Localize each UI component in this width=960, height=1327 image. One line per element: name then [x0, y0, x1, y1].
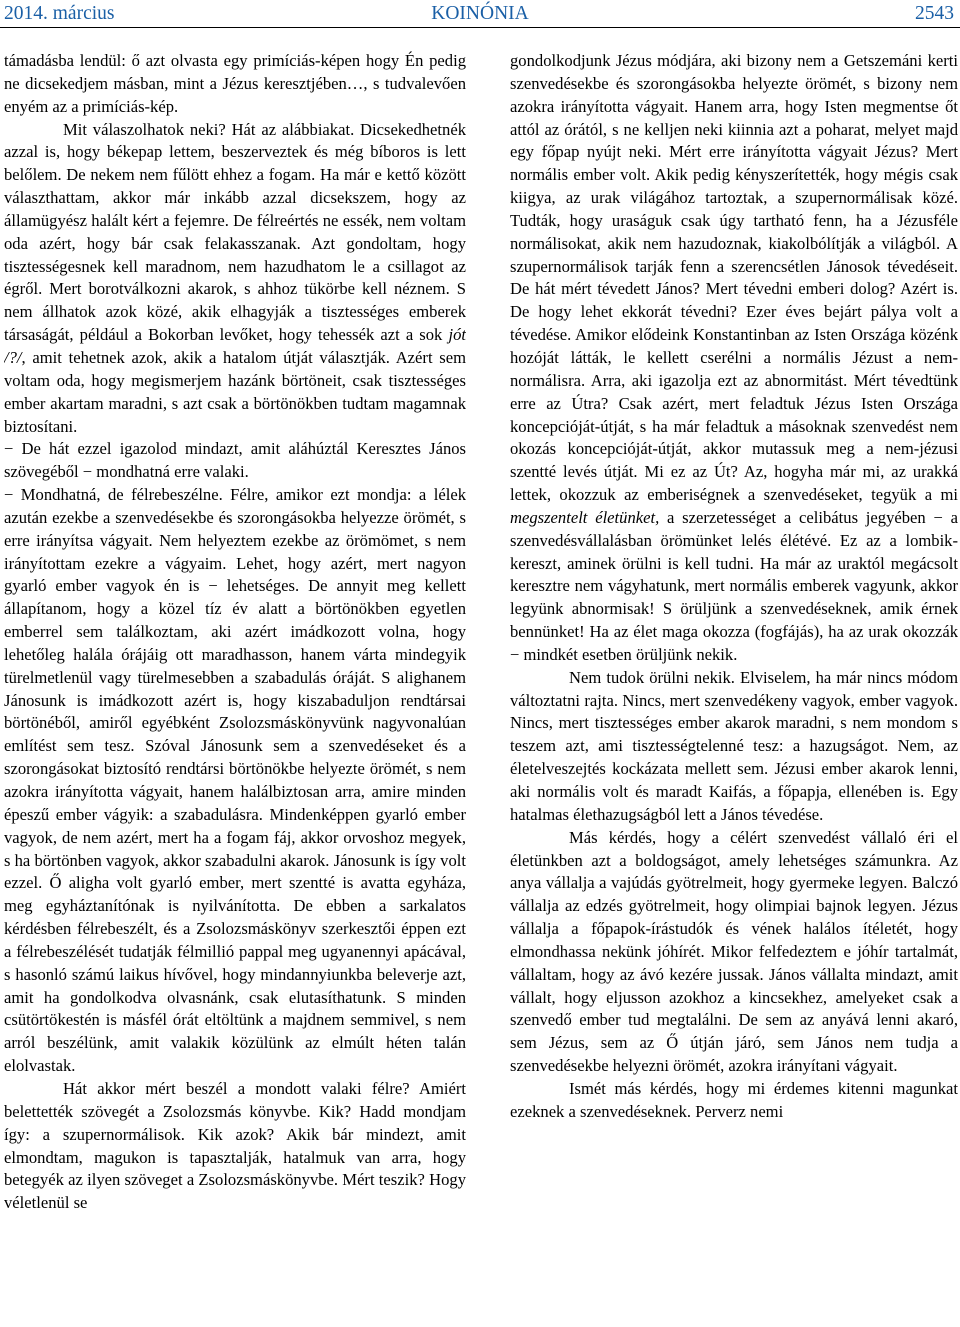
text-run: Nem tudok örülni nekik. Elviselem, ha már nincs módom változtatni rajta. Nincs, mert szenvedékeny vagyok, ember vagyok. Nincs, mert tisztességes ember akarok maradni, s nem mondom s teszem azt, ami tisztességtelenné tesz: a hazugságot. Nem, az életelveszejtés kockázata mellett sem. Jézusi ember akarok lenni, aki normális volt és maradt Kaifás, a főpapja, ellenében is. Egy hatalmas élethazugságból lett a János tévedése.	[510, 667, 958, 824]
paragraph	[4, 438, 466, 484]
issue-date: 2014. március	[4, 3, 115, 24]
text-run: Mit válaszolhatok neki? Hát az alábbiakat. Dicsekedhetnék azzal is, hogy békepap lettem, beszerveztek és még bíboros is lett belőlem. De nekem nem fűlött ehhez a fogam. Ha már e kettő között választhattam, akkor már inkább azzal dicsekszem, hogy az államügyész halált kért a fejemre. De félreértés ne essék, nem voltam oda azért, hogy bár csak felakasszanak. Azt gondoltam, hogy tisztességesnek kell maradnom, nem hazudhatom le a csillagot az égről. Mert borotválkozni akarok, s ahhoz tükörbe kell néznem. S nem állhatok azok közé, akik elhagyják a tisztességes emberek társaságát, például a Bokorban levőket, hogy tehessék azt a sok	[4, 119, 466, 345]
text-run: a szerzetességet a celibátus jegyében − a szenvedésvállalásban örömünket lelés élétévé. Ez az a lombik-kereszt, aminek örülni is kell tudni. Ha már az uraktól megácsolt keresztre nem vágyhatunk, mert normális emberek vagyunk, akkor legyünk abnormisak! S örüljünk a szenvedéseknek, amik érnek bennünket! Ha az élet maga okozza (fogfájás), ha az urak okozzák − mindkét esetben örüljünk nekik.	[510, 507, 958, 664]
italic-text: megszentelt életünket,	[510, 507, 660, 527]
paragraph	[510, 827, 958, 1078]
text-run: Más kérdés, hogy a célért szenvedést vállaló éri el életünkben azt a boldogságot, amely lehetséges számunkra. Az anya vállalja a vajúdás gyötrelmeit, hogy gyermeke legyen. Balczó vállalja az edzés gyötrelmeit, hogy olimpiai bajnok legyen. Jézus vállalja a főpapok-írástudók és vének halálos ítéletét, hogy elmondhassa nekünk jóhírét. Mikor felfedeztem e jóhír tartalmát, vállaltam, hogy az ávó kezére jussak. János vállalta mindazt, amit vállalt, hogy eljusson azokhoz a kincsekhez, amelyeket csak a szenvedő ember tud megtalálni. De sem az anyává lenni akaró, sem Jézus, sem az Ő útján járó, sem János nem tudja a szenvedésekbe helyezni örömét, azokra irányítani vágyait.	[510, 827, 958, 1076]
left-text-column	[4, 50, 466, 1325]
paragraph	[4, 484, 466, 1078]
page-header	[0, 0, 960, 28]
right-text-column	[510, 50, 958, 1325]
paragraph	[4, 119, 466, 439]
paragraph	[510, 1078, 958, 1124]
page-number: 2543	[915, 3, 954, 24]
paragraph	[4, 1078, 466, 1215]
text-run: − De hát ezzel igazolod mindazt, amit aláhúztál Keresztes János szövegéből − mondhatná erre valaki.	[4, 439, 466, 482]
text-run: gondolkodjunk Jézus módjára, aki bizony nem a Getszemáni kerti szenvedésekbe és szorongásokba helyezte örömét, s bizony nem azokra irányította vágyait. Hanem arra, hogy Isten megmentse őt attól az órától, s ne kelljen neki kiinnia azt a poharat, melyet majd egy főpap nyújt neki. Mért erre irányította vágyait Jézus? Mert normális ember volt. Akik pedig kényszerítették, hogy mégis csak kiigya, az urak világához tartoztak, a szupernormálisak közé. Tudták, hogy uraságuk csak úgy tartható fenn, ha a Jézusféle normálisokat, akik nem hazudoznak, kiakolbólítják a világból. A szupernormálisok tarják fenn a szerencsétlen Jánosok tévedéseit. De hát mért tévedett János? Mert tévedni emberi dolog? Azért is. De hogy lehet ekkorát tévedni? Ezer éves bejárt pálya volt a tévedése. Amikor elődeink Konstantinban az Isten Országa közénk hozóját látták, le kellett cserélni a normális Jézust a nem-normálisra. Arra, aki igazolja ezt az abnormitást. Mért tévedtünk erre az Útra? Csak azért, mert feladtuk Jézus Isten Országa koncepcióját-útját, s ha már feladtuk a másoknak szenvedést nem okozás koncepcióját-útját, akkor mutassuk meg a nem-jézusi szentté levés útját. Mi ez az Út? Az, hogyha már mi, az urakká lettek, okozzuk az emberiségnek a szenvedéseket, tegyük a mi	[510, 51, 958, 505]
journal-title: KOINÓNIA	[431, 3, 529, 24]
paragraph	[510, 667, 958, 827]
text-run: , amit tehetnek azok, akik a hatalom útját választják. Azért sem voltam oda, hogy megismerjem hazánk börtöneit, csak tisztességes ember akartam maradni, s azt csak a börtönökben tudtam magamnak biztosítani.	[4, 347, 466, 436]
text-run: Hát akkor mért beszél a mondott valaki félre? Amiért belettették szövegét a Zsolozsmás könyvbe. Kik? Hadd mondjam így: a szupernormálisok. Kik azok? Akik bár mindezt, amit elmondtam, magukon is tapasztalják, hatalmuk van arra, hogy betegyék az ilyen szöveget a Zsolozsmáskönyvbe. Mért teszik? Hogy véletlenül se	[4, 1078, 466, 1213]
text-run: − Mondhatná, de félrebeszélne. Félre, amikor ezt mondja: a lélek azután ezekbe a szenvedésekbe és szorongásokba helyezze örömét, s erre irányítsa vágyait. Nem helyeztem ezekbe az örömömet, s nem irányítottam ezekre a vágyaim. Lehet, hogy azért, mert nagyon gyarló ember vagyok én is − lehetséges. De annyit meg kellett állapítanom, hogy a közel tíz év alatt a börtönökben egyetlen emberrel sem találkoztam, aki azért imádkozott volna, hogy lehetőleg halála órájáig ott maradhasson, hanem várta mindegyik türelmetlenül vagy türelmesebben a szabadulás óráját. S alighanem Jánosunk is imádkozott azért is, hogy kiszabaduljon rendtársai börtönéből, amiről egyébként Zsolozsmáskönyvünk nagyvonalúan említést sem tesz. Szóval Jánosunk sem a szenvedéseket és a szorongásokat biztosító rendtársi börtönökbe helyezte örömét, s nem azokra irányította vágyait, hanem halálbiztosan arra, amire minden épeszű ember vágyik: a szabadulásra. Mindenképpen gyarló ember vagyok, de nem azért, mert ha a fogam fáj, akkor orvoshoz megyek, s ha börtönben vagyok, akkor szabadulni akarok. Jánosunk is így volt ezzel. Ő aligha volt gyarló ember, mert szentté is avatta egyháza, meg egyháztanítónak is nyilvánította. De ebben a sarkalatos kérdésben félrebeszélt, és a Zsolozsmáskönyv szerkesztői éppen ezt a félrebeszélését tudatják félmillió pappal meg ugyanennyi apácával, s hasonló számú laikus hívővel, hogy mindannyiunkba beleverje azt, amit ha gondolkodva olvasnánk, csak elutasíthatunk. S minden csütörtökestén is másfél órát eltöltünk a majdnem semmivel, s nem arról beszélünk, amit valakik közülünk az elmúlt héten talán elolvastak.	[4, 485, 466, 1076]
text-run: Ismét más kérdés, hogy mi érdemes kitenni magunkat ezeknek a szenvedéseknek. Perverz nemi	[510, 1078, 958, 1121]
text-run: támadásba lendül: ő azt olvasta egy primíciás-képen hogy Én pedig ne dicsekedjem másban, mint a Jézus keresztjében…, s tudvalevően enyém az a primíciás-kép.	[4, 51, 466, 116]
paragraph	[4, 50, 466, 119]
paragraph	[510, 50, 958, 667]
italic-text: jót /?/	[4, 325, 466, 367]
